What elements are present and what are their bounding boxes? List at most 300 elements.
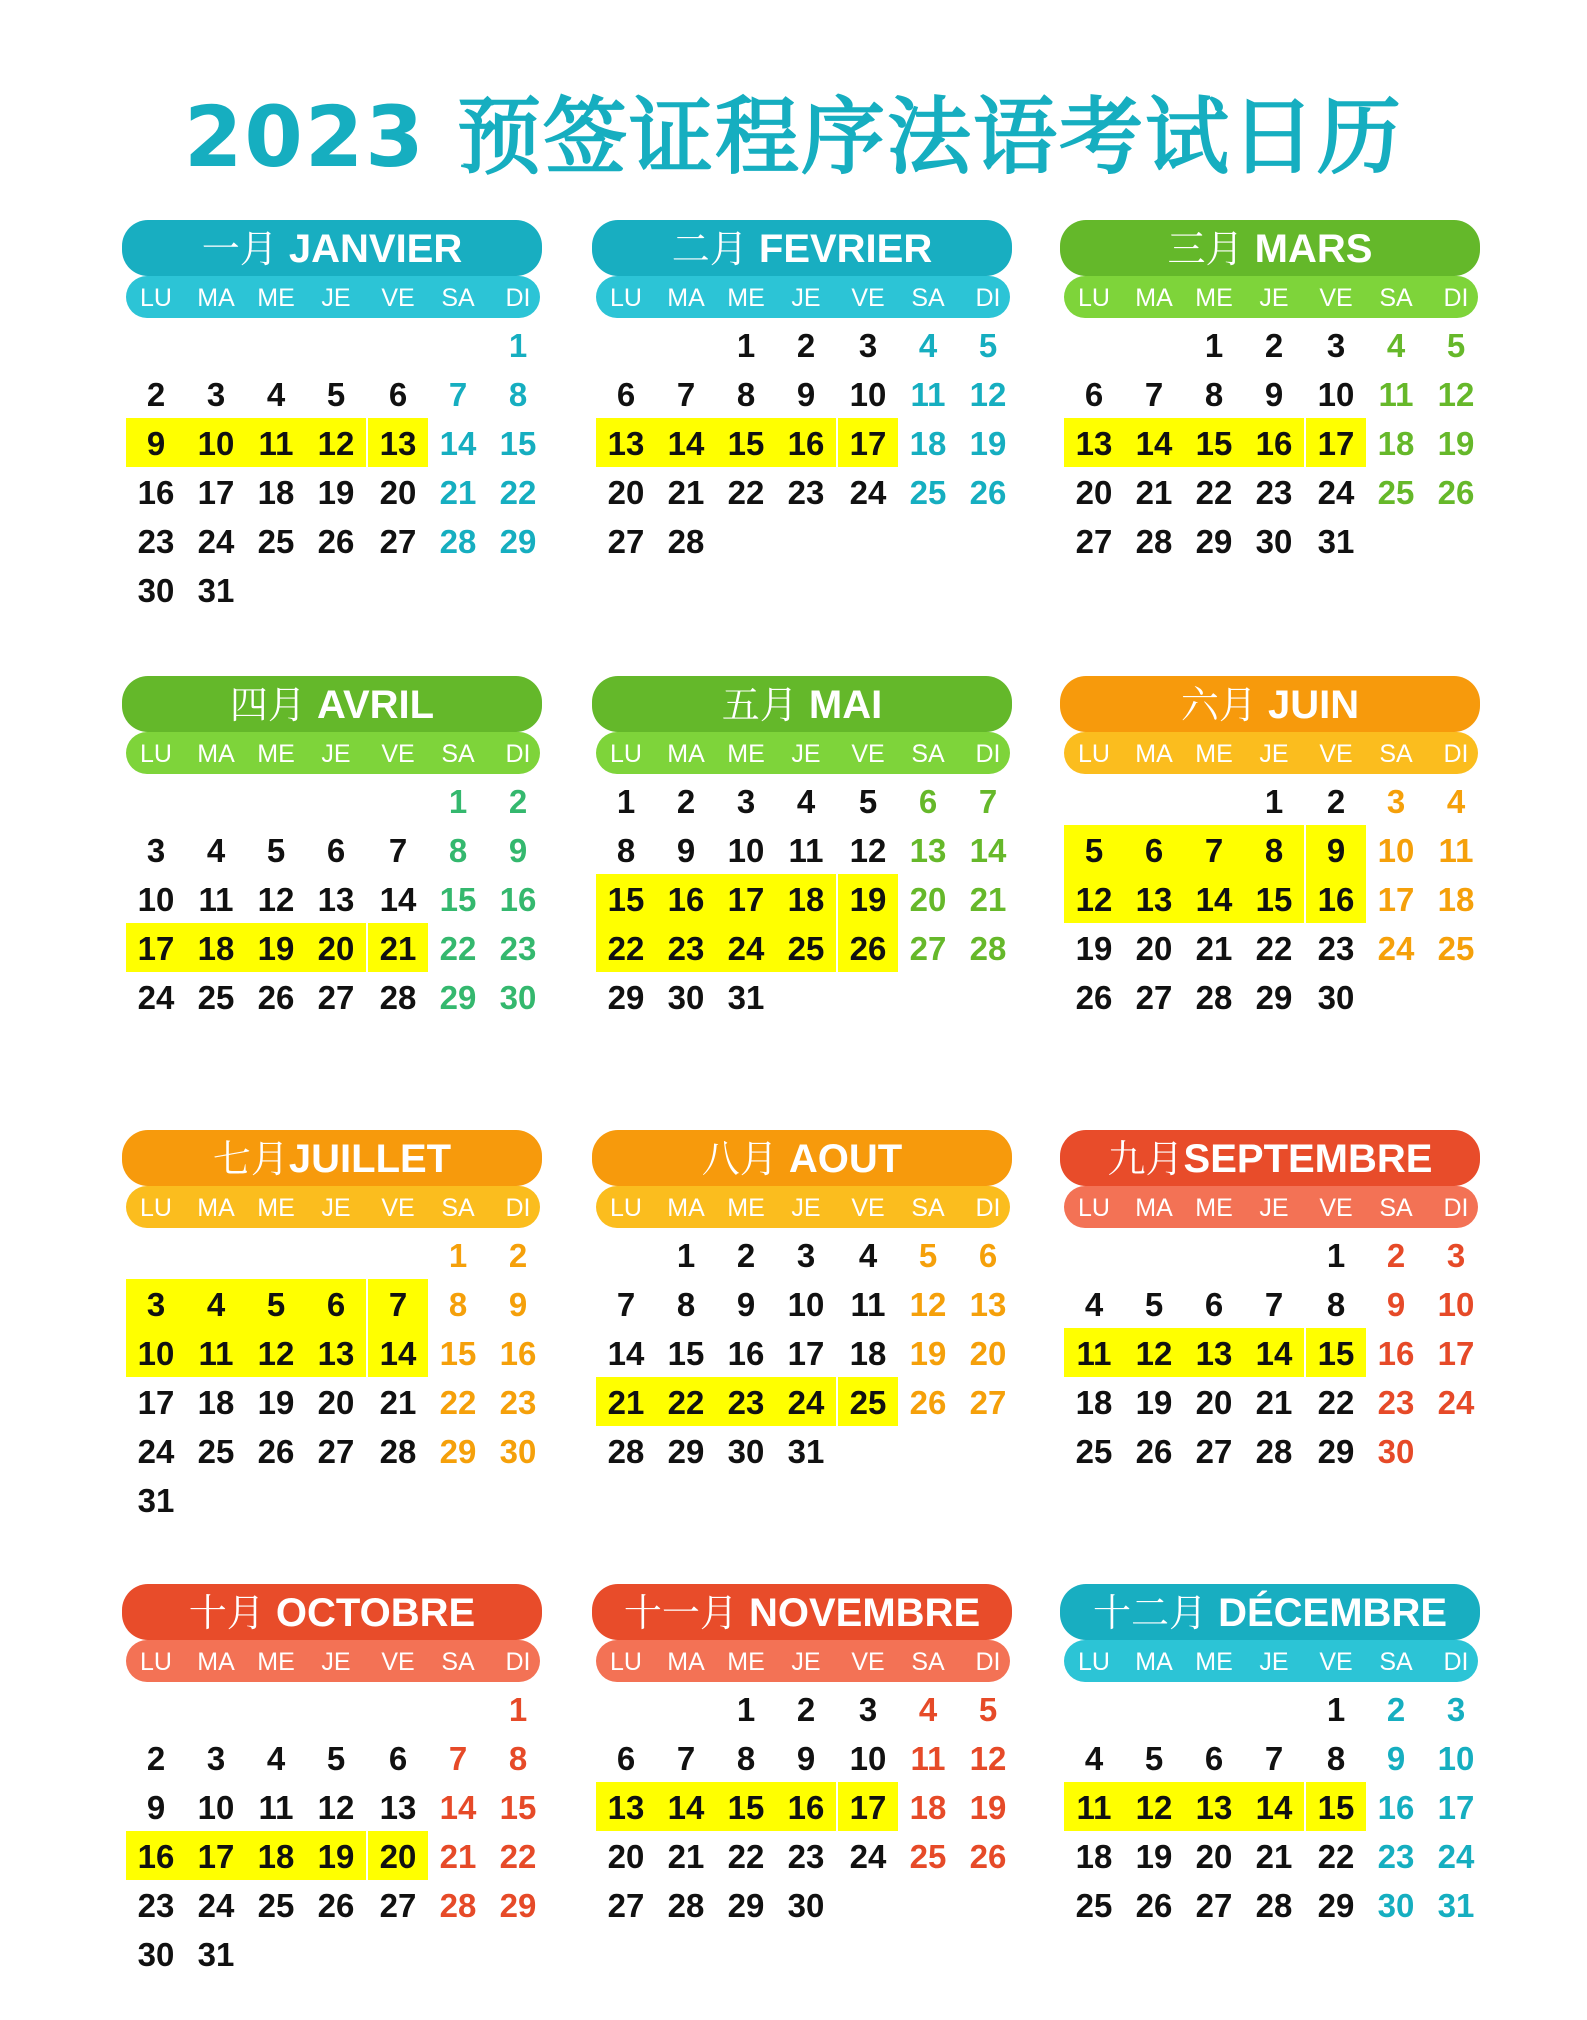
day-cell: 3 — [1446, 1691, 1466, 1728]
weekday-label: ME — [257, 740, 295, 768]
day-cell: 23 — [1317, 930, 1355, 967]
day-cell: 9 — [126, 418, 186, 467]
weekday-label: SA — [911, 1648, 945, 1676]
day-cell: 26 — [257, 1433, 295, 1470]
day-cell: 27 — [379, 523, 417, 560]
weekday-label: JE — [791, 1648, 821, 1676]
day-cell: 13 — [1184, 1782, 1244, 1831]
day-cell: 27 — [1135, 979, 1173, 1016]
month-chinese-name: 八月 — [701, 1137, 778, 1181]
day-cell: 16 — [776, 1782, 836, 1831]
weekday-header-row — [126, 732, 540, 774]
day-cell: 13 — [596, 418, 656, 467]
weekday-label: LU — [610, 1194, 642, 1222]
weekday-label: JE — [321, 1194, 351, 1222]
day-cell: 8 — [508, 376, 528, 413]
day-cell: 29 — [1317, 1887, 1355, 1924]
day-cell: 21 — [1135, 474, 1173, 511]
weekday-label: SA — [441, 740, 475, 768]
day-cell: 15 — [499, 425, 537, 462]
day-cell: 29 — [499, 1887, 537, 1924]
month-header — [1060, 1584, 1480, 1640]
day-cell: 24 — [849, 474, 887, 511]
day-cell: 27 — [317, 1433, 355, 1470]
weekday-label: DI — [1443, 1648, 1469, 1676]
weekday-label: VE — [1319, 1648, 1353, 1676]
weekday-label: ME — [727, 1194, 765, 1222]
weekday-label: SA — [911, 1194, 945, 1222]
day-cell: 22 — [499, 474, 537, 511]
weekday-header-row — [126, 276, 540, 318]
weekday-label: SA — [1379, 284, 1413, 312]
weekday-label: DI — [505, 284, 531, 312]
day-cell: 6 — [1084, 376, 1104, 413]
day-cell: 21 — [1255, 1838, 1293, 1875]
weekday-label: DI — [505, 1648, 531, 1676]
day-cell: 11 — [1438, 832, 1474, 869]
day-cell: 14 — [1184, 874, 1244, 923]
weekday-label: SA — [441, 1194, 475, 1222]
day-cell: 6 — [978, 1237, 998, 1274]
day-cell: 3 — [146, 832, 166, 869]
day-cell: 8 — [1204, 376, 1224, 413]
day-cell: 4 — [1386, 327, 1406, 364]
day-cell: 12 — [257, 881, 295, 918]
day-cell: 27 — [969, 1384, 1007, 1421]
day-cell: 19 — [909, 1335, 947, 1372]
day-cell: 30 — [787, 1887, 825, 1924]
day-cell: 31 — [1317, 523, 1355, 560]
weekday-label: SA — [1379, 740, 1413, 768]
weekday-label: LU — [1078, 1194, 1110, 1222]
day-cell: 27 — [607, 1887, 645, 1924]
day-cell: 6 — [1204, 1286, 1224, 1323]
month-chinese-name: 七月 — [212, 1137, 289, 1181]
day-cell: 20 — [306, 923, 366, 972]
day-cell: 21 — [368, 923, 428, 972]
day-cell: 28 — [439, 523, 477, 560]
day-cell: 6 — [918, 783, 938, 820]
day-cell: 31 — [787, 1433, 825, 1470]
day-cell: 17 — [186, 1831, 246, 1880]
month-chinese-name: 十二月 — [1092, 1591, 1207, 1635]
day-cell: 6 — [1204, 1740, 1224, 1777]
day-cell: 9 — [796, 376, 816, 413]
day-cell: 22 — [1255, 930, 1293, 967]
day-cell: 18 — [246, 1831, 306, 1880]
day-cell: 1 — [508, 327, 528, 364]
day-cell: 7 — [1144, 376, 1164, 413]
day-cell: 9 — [796, 1740, 816, 1777]
day-cell: 21 — [439, 474, 477, 511]
day-cell: 5 — [326, 1740, 346, 1777]
day-cell: 25 — [257, 523, 295, 560]
weekday-label: ME — [1195, 1194, 1233, 1222]
day-cell: 3 — [1326, 327, 1346, 364]
day-cell: 18 — [257, 474, 295, 511]
day-cell: 29 — [667, 1433, 705, 1470]
day-cell: 30 — [137, 572, 175, 609]
day-cell: 26 — [317, 1887, 355, 1924]
weekday-label: JE — [1259, 1194, 1289, 1222]
weekday-label: SA — [911, 740, 945, 768]
day-cell: 9 — [1386, 1740, 1406, 1777]
day-cell: 23 — [716, 1377, 776, 1426]
day-cell: 13 — [379, 1789, 417, 1826]
day-cell: 25 — [838, 1377, 898, 1426]
day-cell: 11 — [198, 881, 234, 918]
day-cell: 27 — [317, 979, 355, 1016]
day-cell: 28 — [667, 1887, 705, 1924]
day-cell: 27 — [379, 1887, 417, 1924]
day-cell: 8 — [736, 1740, 756, 1777]
day-cell: 15 — [1244, 874, 1304, 923]
day-cell: 17 — [197, 474, 235, 511]
day-cell: 31 — [197, 1936, 235, 1973]
day-cell: 20 — [969, 1335, 1007, 1372]
weekday-label: MA — [667, 1194, 705, 1222]
day-cell: 1 — [448, 1237, 468, 1274]
day-cell: 7 — [676, 376, 696, 413]
weekday-label: ME — [257, 284, 295, 312]
day-cell: 24 — [1317, 474, 1355, 511]
weekday-label: MA — [667, 740, 705, 768]
weekday-label: VE — [1319, 1194, 1353, 1222]
day-cell: 15 — [439, 1335, 477, 1372]
day-cell: 5 — [1064, 825, 1124, 874]
day-cell: 11 — [910, 376, 946, 413]
day-cell: 20 — [909, 881, 947, 918]
day-cell: 22 — [727, 474, 765, 511]
day-cell: 12 — [1124, 1328, 1184, 1377]
day-cell: 7 — [1264, 1286, 1284, 1323]
day-cell: 2 — [146, 1740, 166, 1777]
day-cell: 22 — [1317, 1838, 1355, 1875]
day-cell: 3 — [796, 1237, 816, 1274]
day-cell: 27 — [607, 523, 645, 560]
weekday-label: JE — [1259, 284, 1289, 312]
day-cell: 17 — [716, 874, 776, 923]
weekday-label: MA — [667, 284, 705, 312]
day-cell: 28 — [439, 1887, 477, 1924]
day-cell: 5 — [918, 1237, 938, 1274]
day-cell: 8 — [1244, 825, 1304, 874]
day-cell: 5 — [858, 783, 878, 820]
month-header — [122, 1584, 542, 1640]
day-cell: 8 — [448, 832, 468, 869]
day-cell: 23 — [499, 930, 537, 967]
weekday-header-row — [596, 1186, 1010, 1228]
day-cell: 16 — [126, 1831, 186, 1880]
day-cell: 10 — [1377, 832, 1415, 869]
weekday-label: JE — [1259, 740, 1289, 768]
day-cell: 29 — [439, 1433, 477, 1470]
day-cell: 8 — [676, 1286, 696, 1323]
day-cell: 4 — [796, 783, 816, 820]
weekday-header-row — [1064, 1186, 1478, 1228]
weekday-header-row — [1064, 1640, 1478, 1682]
weekday-label: SA — [441, 1648, 475, 1676]
day-cell: 20 — [379, 474, 417, 511]
day-cell: 3 — [858, 327, 878, 364]
day-cell: 23 — [1255, 474, 1293, 511]
day-cell: 7 — [616, 1286, 636, 1323]
day-cell: 24 — [1377, 930, 1415, 967]
day-cell: 29 — [1255, 979, 1293, 1016]
day-cell: 4 — [206, 832, 226, 869]
weekday-label: SA — [1379, 1648, 1413, 1676]
weekday-label: VE — [1319, 284, 1353, 312]
day-cell: 13 — [969, 1286, 1007, 1323]
day-cell: 20 — [607, 1838, 645, 1875]
day-cell: 11 — [246, 418, 306, 467]
day-cell: 3 — [206, 1740, 226, 1777]
day-cell: 23 — [137, 1887, 175, 1924]
day-cell: 5 — [266, 832, 286, 869]
day-cell: 12 — [246, 1328, 306, 1377]
day-cell: 28 — [1255, 1887, 1293, 1924]
day-cell: 10 — [1437, 1286, 1475, 1323]
day-cell: 14 — [439, 425, 477, 462]
day-cell: 15 — [499, 1789, 537, 1826]
month-french-name: JANVIER — [277, 227, 463, 271]
day-cell: 28 — [379, 1433, 417, 1470]
day-cell: 8 — [736, 376, 756, 413]
month-header — [592, 220, 1012, 276]
day-cell: 9 — [1386, 1286, 1406, 1323]
day-cell: 4 — [1084, 1286, 1104, 1323]
weekday-label: MA — [197, 1194, 235, 1222]
weekday-label: ME — [1195, 284, 1233, 312]
month-décembre — [1060, 1584, 1480, 2014]
weekday-label: MA — [197, 284, 235, 312]
day-cell: 29 — [727, 1887, 765, 1924]
day-cell: 15 — [1306, 1782, 1366, 1831]
day-cell: 28 — [1255, 1433, 1293, 1470]
day-cell: 2 — [146, 376, 166, 413]
day-cell: 19 — [317, 474, 355, 511]
month-header — [122, 1130, 542, 1186]
day-cell: 13 — [596, 1782, 656, 1831]
day-cell: 25 — [909, 1838, 947, 1875]
month-header — [592, 676, 1012, 732]
day-cell: 16 — [1377, 1335, 1415, 1372]
month-chinese-name: 一月 — [201, 227, 278, 271]
weekday-header-row — [596, 276, 1010, 318]
day-cell: 1 — [736, 1691, 756, 1728]
day-cell: 22 — [1317, 1384, 1355, 1421]
day-cell: 30 — [727, 1433, 765, 1470]
day-cell: 17 — [1377, 881, 1415, 918]
day-cell: 6 — [1124, 825, 1184, 874]
weekday-header-row — [1064, 732, 1478, 774]
day-cell: 6 — [616, 1740, 636, 1777]
day-cell: 30 — [1255, 523, 1293, 560]
day-cell: 16 — [1306, 874, 1366, 923]
day-cell: 22 — [596, 923, 656, 972]
day-cell: 2 — [1326, 783, 1346, 820]
weekday-header-row — [126, 1640, 540, 1682]
month-chinese-name: 五月 — [721, 683, 798, 727]
day-cell: 14 — [368, 1328, 428, 1377]
month-french-name: MARS — [1243, 227, 1373, 271]
day-cell: 8 — [1326, 1740, 1346, 1777]
day-cell: 28 — [607, 1433, 645, 1470]
day-cell: 25 — [197, 1433, 235, 1470]
day-cell: 2 — [1386, 1237, 1406, 1274]
day-cell: 18 — [1075, 1838, 1113, 1875]
weekday-label: LU — [610, 284, 642, 312]
day-cell: 18 — [849, 1335, 887, 1372]
day-cell: 12 — [306, 418, 366, 467]
day-cell: 11 — [1064, 1328, 1124, 1377]
day-cell: 29 — [1317, 1433, 1355, 1470]
day-cell: 14 — [656, 1782, 716, 1831]
day-cell: 24 — [197, 1887, 235, 1924]
day-cell: 23 — [787, 474, 825, 511]
weekday-label: ME — [727, 1648, 765, 1676]
day-cell: 5 — [246, 1279, 306, 1328]
month-french-name: JUIN — [1256, 683, 1360, 727]
day-cell: 10 — [186, 418, 246, 467]
day-cell: 4 — [918, 327, 938, 364]
month-juillet — [122, 1130, 542, 1560]
day-cell: 27 — [909, 930, 947, 967]
day-cell: 22 — [499, 1838, 537, 1875]
day-cell: 20 — [317, 1384, 355, 1421]
day-cell: 19 — [1437, 425, 1475, 462]
day-cell: 20 — [1135, 930, 1173, 967]
day-cell: 21 — [439, 1838, 477, 1875]
day-cell: 12 — [1064, 874, 1124, 923]
weekday-label: LU — [610, 740, 642, 768]
day-cell: 3 — [126, 1279, 186, 1328]
day-cell: 16 — [499, 1335, 537, 1372]
month-french-name: JUILLET — [288, 1137, 452, 1181]
day-cell: 23 — [499, 1384, 537, 1421]
day-cell: 11 — [186, 1328, 246, 1377]
weekday-label: SA — [911, 284, 945, 312]
day-cell: 9 — [508, 832, 528, 869]
day-cell: 17 — [838, 1782, 898, 1831]
day-cell: 13 — [1064, 418, 1124, 467]
day-cell: 11 — [788, 832, 824, 869]
weekday-label: LU — [140, 284, 172, 312]
month-header — [592, 1130, 1012, 1186]
day-cell: 24 — [197, 523, 235, 560]
day-cell: 10 — [1317, 376, 1355, 413]
day-cell: 5 — [978, 1691, 998, 1728]
day-cell: 2 — [736, 1237, 756, 1274]
day-cell: 2 — [508, 783, 528, 820]
day-cell: 15 — [1184, 418, 1244, 467]
day-cell: 31 — [727, 979, 765, 1016]
month-header — [1060, 676, 1480, 732]
weekday-label: VE — [381, 740, 415, 768]
day-cell: 3 — [858, 1691, 878, 1728]
day-cell: 28 — [1135, 523, 1173, 560]
day-cell: 25 — [1377, 474, 1415, 511]
day-cell: 10 — [849, 1740, 887, 1777]
day-cell: 25 — [776, 923, 836, 972]
day-cell: 3 — [206, 376, 226, 413]
weekday-label: LU — [1078, 740, 1110, 768]
month-chinese-name: 二月 — [671, 227, 748, 271]
weekday-label: ME — [1195, 1648, 1233, 1676]
month-french-name: AVRIL — [305, 683, 435, 727]
month-octobre — [122, 1584, 542, 2014]
day-cell: 15 — [1306, 1328, 1366, 1377]
day-cell: 2 — [508, 1237, 528, 1274]
day-cell: 24 — [1437, 1384, 1475, 1421]
day-cell: 11 — [1064, 1782, 1124, 1831]
month-juin — [1060, 676, 1480, 1106]
month-french-name: MAI — [797, 683, 883, 727]
day-cell: 9 — [508, 1286, 528, 1323]
day-cell: 5 — [1446, 327, 1466, 364]
day-cell: 14 — [607, 1335, 645, 1372]
day-cell: 21 — [1195, 930, 1233, 967]
day-cell: 10 — [126, 1328, 186, 1377]
weekday-label: MA — [1135, 284, 1173, 312]
day-cell: 14 — [1124, 418, 1184, 467]
weekday-label: DI — [1443, 740, 1469, 768]
day-cell: 26 — [257, 979, 295, 1016]
day-cell: 8 — [616, 832, 636, 869]
weekday-label: DI — [975, 1648, 1001, 1676]
month-fevrier — [592, 220, 1012, 650]
day-cell: 10 — [197, 1789, 235, 1826]
day-cell: 16 — [1377, 1789, 1415, 1826]
day-cell: 16 — [137, 474, 175, 511]
month-header — [122, 676, 542, 732]
day-cell: 14 — [379, 881, 417, 918]
day-cell: 11 — [910, 1740, 946, 1777]
day-cell: 10 — [727, 832, 765, 869]
day-cell: 3 — [1446, 1237, 1466, 1274]
day-cell: 15 — [667, 1335, 705, 1372]
day-cell: 5 — [326, 376, 346, 413]
weekday-label: VE — [381, 1194, 415, 1222]
day-cell: 24 — [716, 923, 776, 972]
weekday-label: LU — [1078, 1648, 1110, 1676]
day-cell: 17 — [1437, 1789, 1475, 1826]
weekday-label: SA — [441, 284, 475, 312]
month-header — [1060, 1130, 1480, 1186]
day-cell: 14 — [439, 1789, 477, 1826]
day-cell: 25 — [1075, 1433, 1113, 1470]
day-cell: 22 — [727, 1838, 765, 1875]
weekday-label: LU — [140, 1194, 172, 1222]
weekday-label: MA — [667, 1648, 705, 1676]
weekday-label: JE — [791, 284, 821, 312]
day-cell: 25 — [1075, 1887, 1113, 1924]
day-cell: 26 — [1075, 979, 1113, 1016]
day-cell: 1 — [616, 783, 636, 820]
day-cell: 1 — [676, 1237, 696, 1274]
day-cell: 13 — [368, 418, 428, 467]
day-cell: 7 — [448, 1740, 468, 1777]
day-cell: 12 — [849, 832, 887, 869]
day-cell: 6 — [388, 1740, 408, 1777]
day-cell: 18 — [909, 1789, 947, 1826]
day-cell: 21 — [667, 474, 705, 511]
day-cell: 18 — [1075, 1384, 1113, 1421]
day-cell: 16 — [1244, 418, 1304, 467]
day-cell: 1 — [1204, 327, 1224, 364]
weekday-label: LU — [610, 1648, 642, 1676]
weekday-label: VE — [851, 1648, 885, 1676]
